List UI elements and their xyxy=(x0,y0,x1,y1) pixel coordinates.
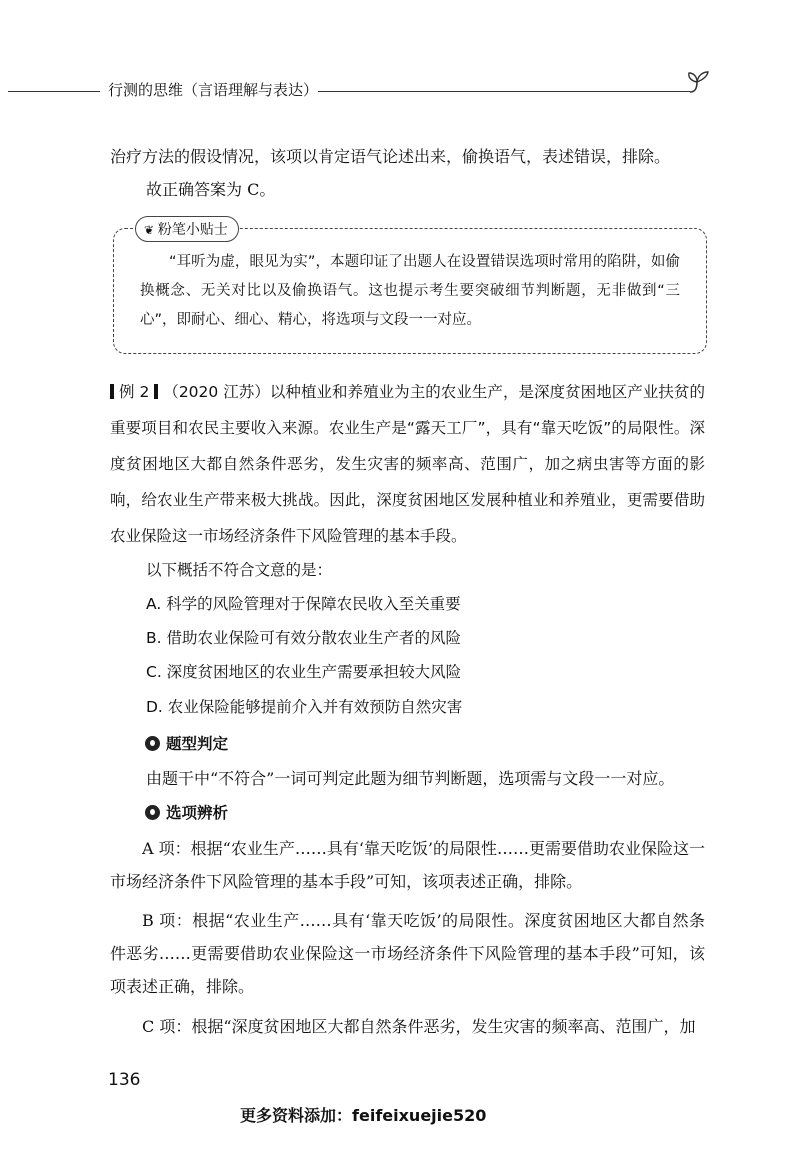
example-bar-right xyxy=(154,384,158,399)
section-analysis-heading: 选项辨析 xyxy=(145,801,228,823)
section-type-text: 由题干中“不符合”一词可判定此题为细节判断题，选项需与文段一一对应。 xyxy=(146,769,675,788)
running-header-title: 行测的思维（言语理解与表达） xyxy=(108,81,319,99)
analysis-a: A 项：根据“农业生产……具有‘靠天吃饭’的局限性……更需要借助农业保险这一市场经济条件下风险管理的基本手段”可知，该项表述正确，排除。 xyxy=(110,839,705,891)
example-text: 以种植业和养殖业为主的农业生产，是深度贫困地区产业扶贫的重要项目和农民主要收入来源。农业生产是“露天工厂”，具有“靠天吃饭”的局限性。深度贫困地区大都自然条件恶劣，发生灾害的频率高、范围广，加之病虫害等方面的影响，给农业生产带来极大挑战。因此，深度贫困地区发展种植业和养殖业，更需要借助农业保险这一市场经济条件下风险管理的基本手段。 xyxy=(110,383,705,545)
footer-account: feifeixuejie520 xyxy=(352,1106,487,1125)
option-b: B. 借助农业保险可有效分散农业生产者的风险 xyxy=(146,629,461,647)
tip-text: “耳听为虚，眼见为实”，本题印证了出题人在设置错误选项时常用的陷阱，如偷换概念、无关对比以及偷换语气。这也提示考生要突破细节判断题，无非做到“三心”，即耐心、细心、精心，将选项与文段一一对应。 xyxy=(140,254,680,328)
page-number: 136 xyxy=(108,1070,141,1090)
footer-note: 更多资料添加：feifeixuejie520 xyxy=(240,1106,487,1125)
tip-label: ❦ 粉笔小贴士 xyxy=(135,216,239,242)
section-bullet-icon xyxy=(145,805,160,820)
header-rule-left xyxy=(8,91,100,92)
example-bar-left xyxy=(110,384,114,399)
intro-answer: 故正确答案为 C。 xyxy=(146,180,276,199)
analysis-b: B 项：根据“农业生产……具有‘靠天吃饭’的局限性。深度贫困地区大都自然条件恶劣……更需要借助农业保险这一市场经济条件下风险管理的基本手段”可知，该项表述正确，排除。 xyxy=(110,911,705,996)
sprout-small-icon: ❦ xyxy=(144,223,158,237)
section-type-heading: 题型判定 xyxy=(145,732,228,754)
intro-line-1: 治疗方法的假设情况，该项以肯定语气论述出来，偷换语气，表述错误，排除。 xyxy=(110,147,671,166)
example-passage xyxy=(110,374,705,554)
option-a: A. 科学的风险管理对于保障农民收入至关重要 xyxy=(146,595,461,613)
example-source: （2020 江苏） xyxy=(163,383,270,401)
section-bullet-icon xyxy=(145,736,160,751)
question-stem: 以下概括不符合文意的是： xyxy=(146,561,333,579)
analysis-c: C 项：根据“深度贫困地区大都自然条件恶劣，发生灾害的频率高、范围广，加 xyxy=(142,1017,696,1036)
sprout-icon xyxy=(680,68,714,98)
header-rule-right xyxy=(318,91,690,92)
option-c: C. 深度贫困地区的农业生产需要承担较大风险 xyxy=(146,663,462,681)
example-tag: 例 2 xyxy=(118,383,150,401)
option-d: D. 农业保险能够提前介入并有效预防自然灾害 xyxy=(146,698,463,716)
